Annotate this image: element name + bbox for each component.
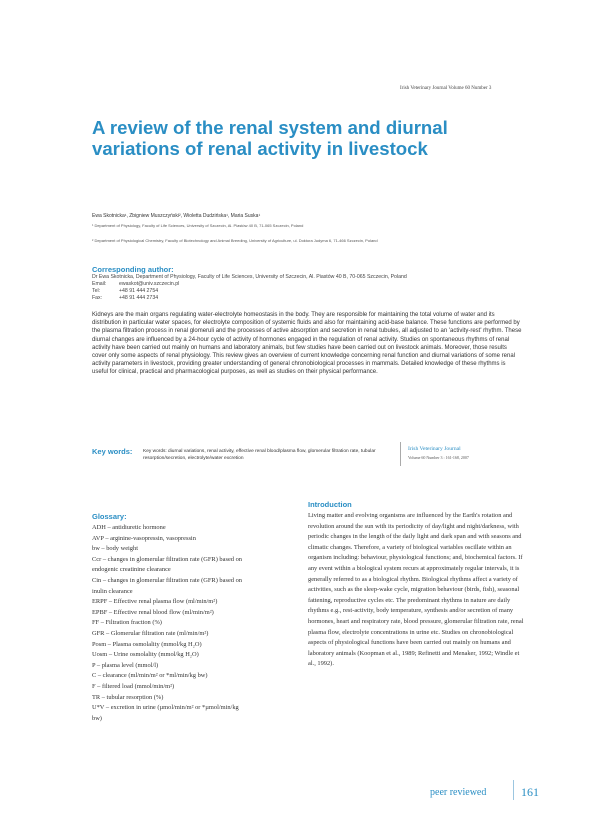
corresponding-address: Dr Ewa Skotnicka, Department of Physiology, Faculty of Life Sciences, University of Szczecin, Al. Piastów 40 B, 70-065 Szczecin, Poland xyxy=(92,274,407,280)
introduction-text: Living matter and evolving organisms are influenced by the Earth's rotation and revolution around the sun with its periodicity of day/light and night/darkness, with periodic changes in the length of the daily light and dark span and with seasons and climatic changes. Therefore, a variety of biological variables oscillate within an organism including: behaviour, physiological functions; and, biochemical factors. If any event within a biological system recurs at approximately regular intervals, it is generally referred to as a biological rhythm. Biological rhythms affect a variety of activities, such as the sleep-wake cycle, migration behaviour (birds, fish), seasonal fattening, reproductive cycles etc. The predominant rhythms in nature are daily rhythms e.g., rest-activity, body temperature, synthesis and/or secretion of many hormones, heart and respiratory rate, blood pressure, glomerular filtration rate, renal plasma flow, electrolyte concentrations in urine etc. Studies on chronobiological aspects of physiological functions have been carried out mainly on humans and laboratory animals (Koopman et al., 1989; Refinetti and Menaker, 1992; Windle et al., 1992). xyxy=(308,512,524,668)
glossary-item: ADH – antidiuretic hormone xyxy=(92,524,166,531)
glossary-list xyxy=(92,523,292,724)
corresponding-heading: Corresponding author: xyxy=(92,265,174,274)
journal-running-header: Irish Veterinary Journal Volume 60 Number 3 xyxy=(400,86,492,91)
corresponding-email-row xyxy=(92,281,179,288)
email-label: Email: xyxy=(92,281,107,287)
corresponding-tel-row xyxy=(92,288,158,295)
keywords-label: Key words: xyxy=(92,447,133,456)
corresponding-fax-row xyxy=(92,295,158,302)
glossary-heading: Glossary: xyxy=(92,512,127,521)
introduction-heading: Introduction xyxy=(308,500,352,509)
glossary-item: Cin – changes in glomerular filtration rate (GFR) based on xyxy=(92,576,242,584)
author-list: Ewa Skotnicka¹, Zbigniew Muszczyński², Wioletta Dudzińska¹, Maria Suska¹ xyxy=(92,213,261,219)
glossary-item: inulin clearance xyxy=(92,587,133,595)
affiliation-2: ² Department of Physiological Chemistry, Faculty of Biotechnology and Animal Breeding, University of Agriculture, ul. Doktora Judyma 6, 71-466 Szczecin, Poland xyxy=(92,238,378,243)
introduction-section xyxy=(308,500,524,670)
glossary-section xyxy=(92,512,292,724)
footer-divider xyxy=(513,780,514,800)
glossary-item: Posm – Plasma osmolality (mmol/kg H₂O) xyxy=(92,640,202,648)
glossary-item: U*V – excretion in urine (µmol/min/m² or *µmol/min/kg xyxy=(92,704,239,712)
article-title: A review of the renal system and diurnal variations of renal activity in livestock xyxy=(92,117,448,159)
glossary-item: bw – body weight xyxy=(92,545,138,553)
glossary-item: TR – tubular resorption (%) xyxy=(92,693,164,701)
tel-value: +48 91 444 2754 xyxy=(119,288,159,294)
peer-reviewed-label: peer reviewed xyxy=(430,787,487,798)
glossary-item: Uosm – Urine osmolality (mmol/kg H₂O) xyxy=(92,651,199,659)
page-number: 161 xyxy=(521,785,539,799)
glossary-item: endogenic creatinine clearance xyxy=(92,566,171,574)
keywords-text: Key words: diurnal variations, renal activity, effective renal blood/plasma flow, glomerular filtration rate, tubular resorption/secretion, electrolyte/water excretion xyxy=(143,449,376,462)
citation-volume: Volume 60 Number 3 : 161-168, 2007 xyxy=(408,455,469,460)
glossary-item: AVP – arginine-vasopressin, vasopressin xyxy=(92,534,196,542)
email-value: ewaskot@univ.szczecin.pl xyxy=(119,281,180,287)
affiliation-1: ¹ Department of Physiology, Faculty of Life Sciences, University of Szczecin, Al. Piastów 40 B, 71-065 Szczecin, Poland xyxy=(92,223,304,228)
fax-label: Fax: xyxy=(92,295,103,301)
glossary-item: GFR – Glomerular filtration rate (ml/min/m²) xyxy=(92,629,209,637)
glossary-item: P – plasma level (mmol/l) xyxy=(92,661,159,669)
glossary-item: Ccr – changes in glomerular filtration rate (GFR) based on xyxy=(92,555,242,563)
glossary-item: EPBF – Effective renal blood flow (ml/min/m²) xyxy=(92,608,214,616)
glossary-item: F – filtered load (mmol/min/m²) xyxy=(92,682,175,690)
citation-journal: Irish Veterinary Journal xyxy=(408,446,461,452)
abstract: Kidneys are the main organs regulating water-electrolyte homeostasis in the body. They are responsible for maintaining the total volume of water and its distribution in particular water spaces, for electrolyte composition of systemic fluids and also for maintaining acid-base balance. These functions are performed by the plasma filtration process in renal glomeruli and the processes of active absorption and secretion in renal tubules, all adjusted to an 'activity-rest' rhythm. These diurnal changes are influenced by a 24-hour cycle of activity of hormones engaged in the regulation of renal activity. Studies on spontaneous rhythms of renal activity have been carried out mainly on humans and laboratory animals, but few studies have been carried out on livestock animals. Moreover, those results cover only some aspects of renal physiology. This review gives an overview of current knowledge concerning renal function and diurnal variations of some renal activity parameters in livestock, providing greater understanding of general chronobiological processes in mammals. Detailed knowledge of these rhythms is useful for clinical, practical and pharmacological purposes, as well as studies on their physical performance. xyxy=(92,312,522,376)
glossary-item: ERPF – Effective renal plasma flow (ml/min/m²) xyxy=(92,598,218,606)
glossary-item: FF – Filtration fraction (%) xyxy=(92,619,162,627)
glossary-item: bw) xyxy=(92,714,102,722)
tel-label: Tel: xyxy=(92,288,101,294)
glossary-item: C – clearance (ml/min/m² or *ml/min/kg bw) xyxy=(92,672,208,680)
fax-value: +48 91 444 2734 xyxy=(119,295,159,301)
journal-citation-box xyxy=(400,442,522,466)
